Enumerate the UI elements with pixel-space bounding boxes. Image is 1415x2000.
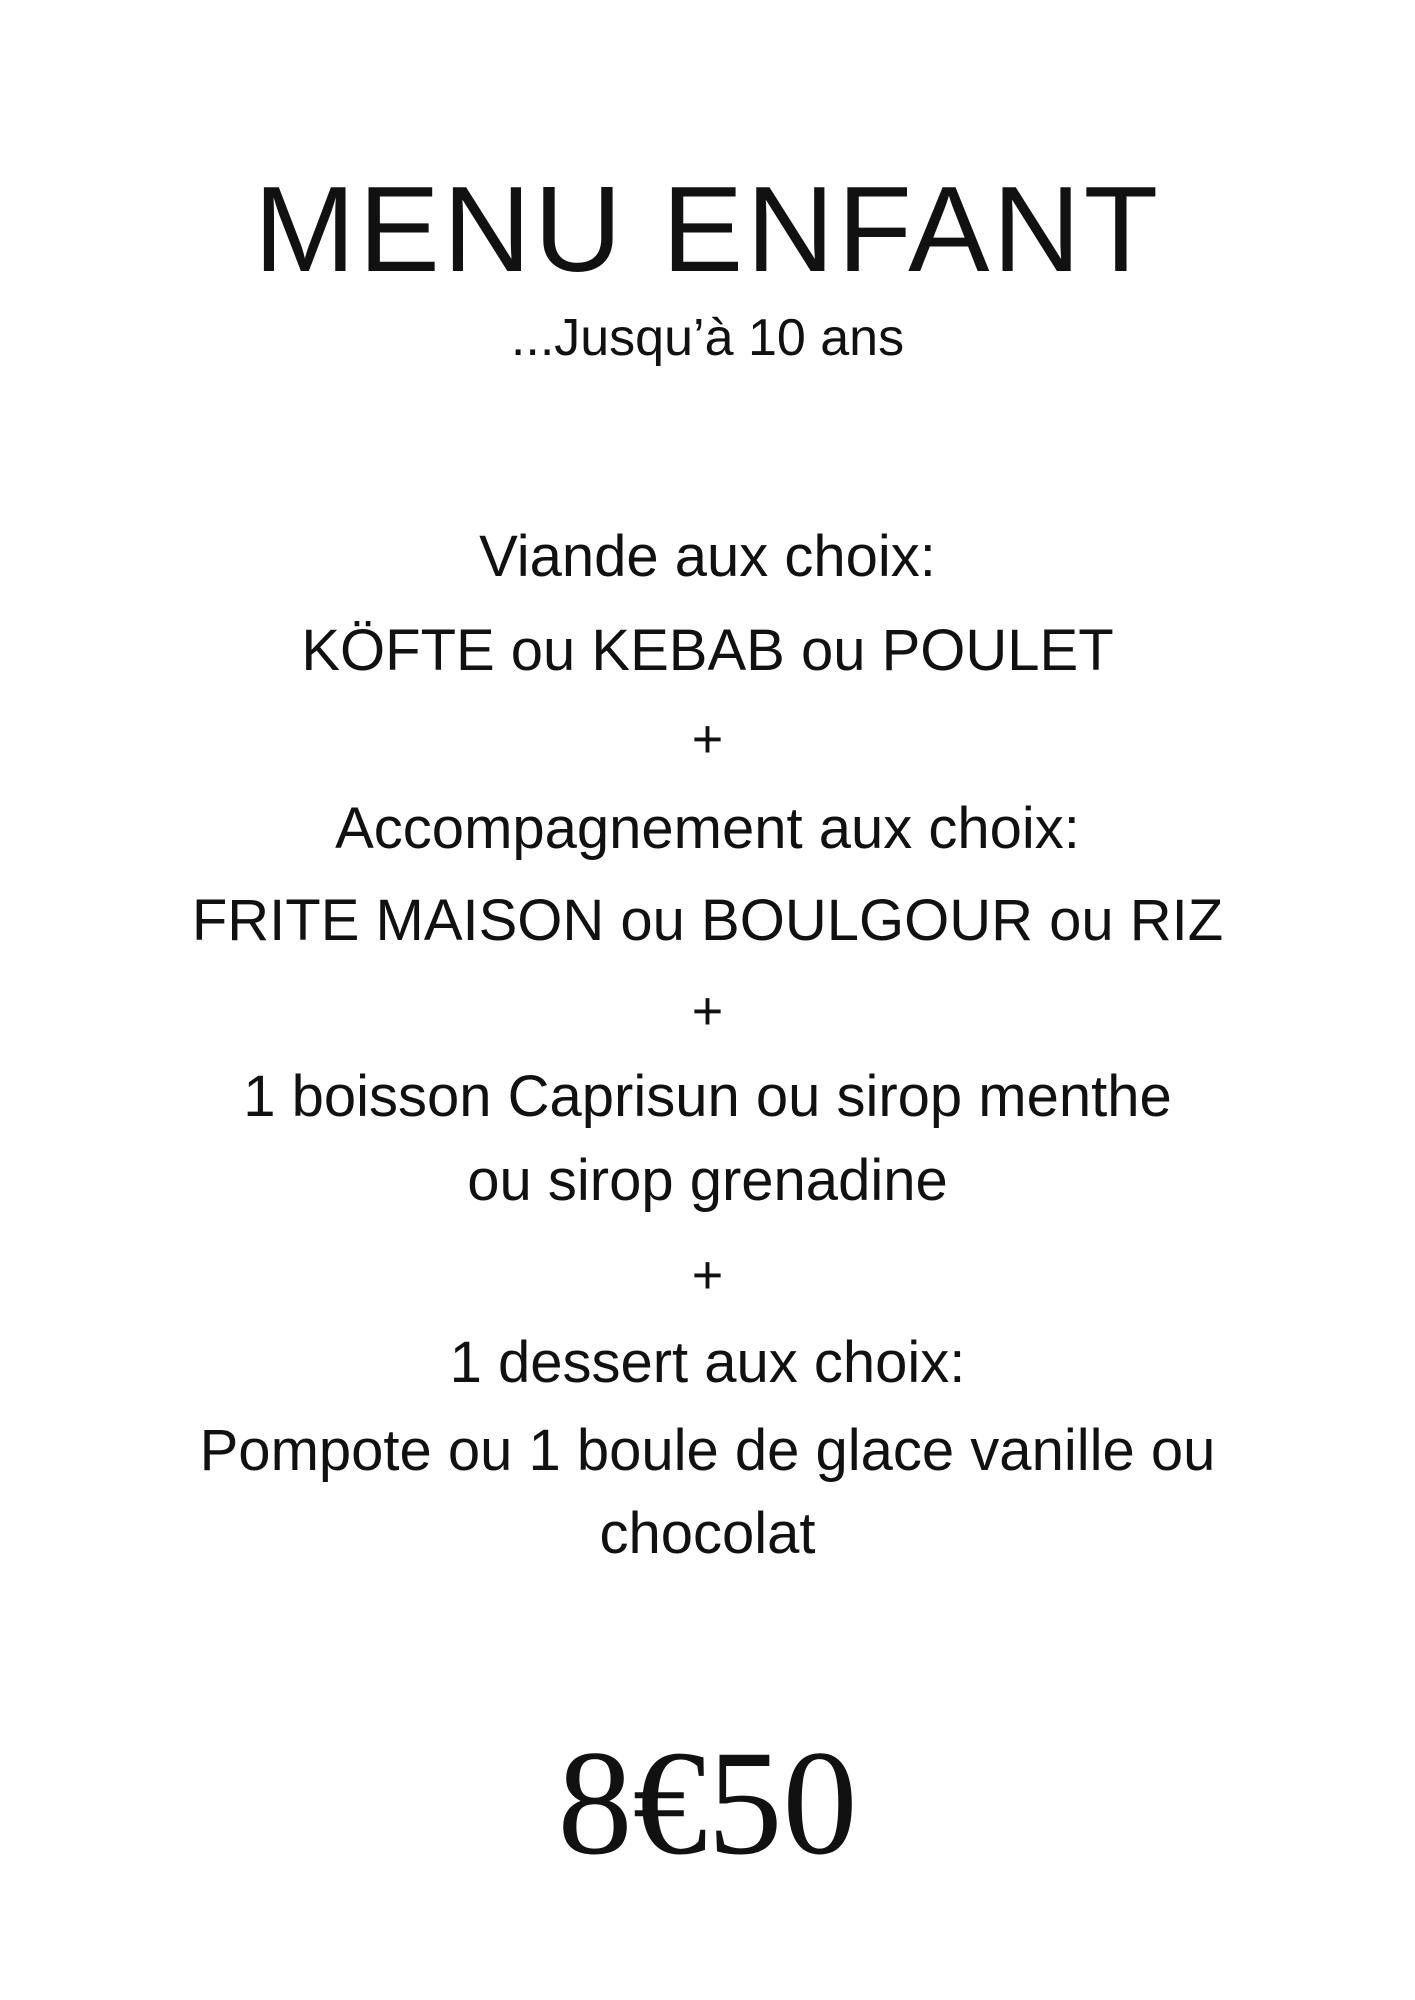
dessert-line-1: Pompote ou 1 boule de glace vanille ou xyxy=(199,1418,1216,1483)
drink-line-2: ou sirop grenadine xyxy=(467,1148,948,1213)
meat-heading: Viande aux choix: xyxy=(479,524,936,589)
age-limit-subtitle: ...Jusqu’à 10 ans xyxy=(510,309,905,367)
side-heading: Accompagnement aux choix: xyxy=(335,796,1080,861)
dessert-heading: 1 dessert aux choix: xyxy=(449,1330,966,1395)
plus-separator: + xyxy=(691,709,724,769)
menu-title: MENU ENFANT xyxy=(253,161,1162,297)
price: 8€50 xyxy=(557,1720,858,1886)
plus-separator: + xyxy=(691,1245,724,1305)
drink-line-1: 1 boisson Caprisun ou sirop menthe xyxy=(243,1064,1172,1129)
side-options: FRITE MAISON ou BOULGOUR ou RIZ xyxy=(191,888,1224,953)
plus-separator: + xyxy=(691,981,724,1041)
meat-options: KÖFTE ou KEBAB ou POULET xyxy=(301,618,1114,683)
dessert-line-2: chocolat xyxy=(599,1501,816,1566)
